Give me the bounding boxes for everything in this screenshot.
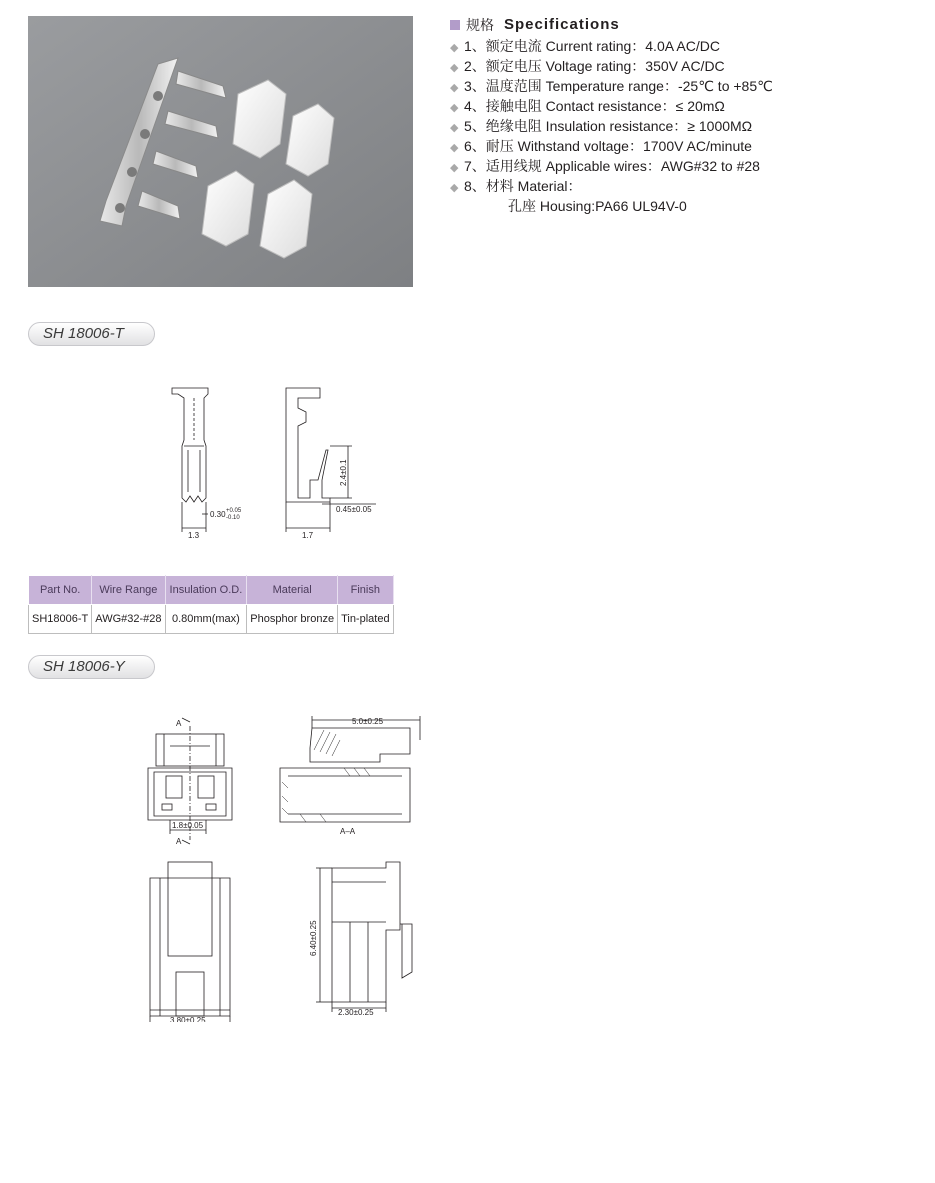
section-label-terminal: SH 18006-T — [28, 322, 155, 346]
dim-tol-minus: -0.10 — [226, 515, 240, 521]
spec-item: ◆ 6、耐压 Withstand voltage：1700V AC/minute — [450, 136, 920, 156]
section-mark-bottom: A — [176, 837, 182, 846]
header-part-no: Part No. — [29, 576, 92, 605]
dim-terminal-width: 1.3 — [188, 531, 200, 540]
dim-terminal-height: 2.4±0.1 — [339, 459, 348, 486]
table-row — [29, 605, 394, 634]
spec-item: ◆ 2、额定电压 Voltage rating：350V AC/DC — [450, 56, 920, 76]
section-label-housing: SH 18006-Y — [28, 655, 155, 679]
header-wire-range: Wire Range — [92, 576, 165, 605]
spec-title: 规格 Specifications — [450, 14, 920, 36]
square-bullet-icon — [450, 20, 460, 30]
product-photo — [28, 16, 413, 287]
diamond-bullet-icon: ◆ — [450, 142, 459, 154]
diamond-bullet-icon: ◆ — [450, 82, 459, 94]
cell-wire-range: AWG#32-#28 — [92, 605, 165, 634]
spec-material-housing: 孔座 Housing:PA66 UL94V-0 — [508, 198, 687, 214]
dim-housing-width: 3.80±0.25 — [170, 1016, 206, 1022]
header-insulation: Insulation O.D. — [165, 576, 247, 605]
spec-item: ◆ 1、额定电流 Current rating：4.0A AC/DC — [450, 36, 920, 56]
cell-finish: Tin-plated — [338, 605, 394, 634]
parts-table — [28, 575, 394, 634]
spec-item: ◆ 7、适用线规 Applicable wires：AWG#32 to #28 — [450, 156, 920, 176]
cell-material: Phosphor bronze — [247, 605, 338, 634]
header-material: Material — [247, 576, 338, 605]
housing-drawing — [140, 712, 430, 1022]
diamond-bullet-icon: ◆ — [450, 62, 459, 74]
table-header-row — [29, 576, 394, 605]
dim-pitch: 1.8±0.05 — [172, 821, 204, 830]
dim-tol-plus: +0.05 — [226, 508, 242, 514]
dim-housing-height: 6.40±0.25 — [309, 920, 318, 956]
diamond-bullet-icon: ◆ — [450, 122, 459, 134]
diamond-bullet-icon: ◆ — [450, 182, 459, 194]
spec-item: ◆ 4、接触电阻 Contact resistance：≤ 20mΩ — [450, 96, 920, 116]
section-mark-top: A — [176, 719, 182, 728]
dim-terminal-side-width: 1.7 — [302, 531, 314, 540]
diamond-bullet-icon: ◆ — [450, 102, 459, 114]
dim-housing-depth: 2.30±0.25 — [338, 1008, 374, 1017]
diamond-bullet-icon: ◆ — [450, 42, 459, 54]
spec-item: ◆ 3、温度范围 Temperature range：-25℃ to +85℃ — [450, 76, 920, 96]
cell-part-no: SH18006-T — [29, 605, 92, 634]
section-label-aa: A–A — [340, 827, 356, 836]
cell-insulation: 0.80mm(max) — [165, 605, 247, 634]
diamond-bullet-icon: ◆ — [450, 162, 459, 174]
dim-terminal-thickness: 0.30 — [210, 510, 226, 519]
header-finish: Finish — [338, 576, 394, 605]
dim-terminal-gap: 0.45±0.05 — [336, 505, 372, 514]
specifications — [450, 14, 920, 216]
terminal-drawing — [150, 380, 390, 540]
spec-item: ◆ 8、材料 Material： — [450, 176, 920, 196]
spec-item: ◆ 5、绝缘电阻 Insulation resistance：≥ 1000MΩ — [450, 116, 920, 136]
dim-housing-length: 5.0±0.25 — [352, 717, 384, 726]
